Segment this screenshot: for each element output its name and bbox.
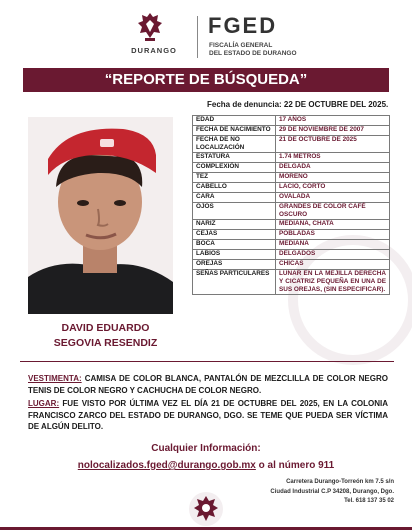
footer-crest-icon: [188, 491, 224, 527]
detail-label: TEZ: [193, 173, 276, 183]
last-seen-location: [28, 398, 388, 433]
clothing-label: VESTIMENTA:: [28, 374, 82, 383]
state-logo-text: DURANGO: [131, 46, 177, 55]
detail-value: 17 AÑOS: [276, 116, 390, 126]
person-first-name: DAVID EDUARDO: [61, 322, 150, 334]
address-phone: Tel. 618 137 35 02: [344, 498, 394, 504]
detail-value: 21 DE OCTUBRE DE 2025: [276, 136, 390, 153]
detail-row: [193, 173, 390, 183]
portrait-illustration: [28, 117, 173, 314]
detail-row: [193, 270, 390, 295]
detail-value: DELGADOS: [276, 250, 390, 260]
agency-name: [209, 42, 319, 58]
detail-value: 29 DE NOVIEMBRE DE 2007: [276, 126, 390, 136]
detail-row: [193, 203, 390, 220]
contact-line: [0, 460, 412, 471]
contact-connector: o al número: [255, 460, 319, 471]
detail-row: [193, 220, 390, 230]
clothing-text: CAMISA DE COLOR BLANCA, PANTALÓN DE MEZCLILLA DE COLOR NEGRO TENIS DE COLOR NEGRO Y CACHUCHA DE COLOR NEGRO.: [28, 374, 388, 395]
detail-value: MORENO: [276, 173, 390, 183]
detail-label: FECHA DE NO LOCALIZACIÓN: [193, 136, 276, 153]
detail-label: FECHA DE NACIMIENTO: [193, 126, 276, 136]
detail-row: [193, 260, 390, 270]
detail-value: LUNAR EN LA MEJILLA DERECHA Y CICATRIZ PEQUEÑA EN UNA DE SUS OREJAS, (SIN ESPECIFICAR).: [276, 270, 390, 295]
detail-value: POBLADAS: [276, 230, 390, 240]
office-address: [270, 478, 394, 507]
person-details-table: [192, 115, 390, 295]
detail-label: OREJAS: [193, 260, 276, 270]
detail-label: OJOS: [193, 203, 276, 220]
detail-value: MEDIANA: [276, 240, 390, 250]
detail-label: CEJAS: [193, 230, 276, 240]
detail-label: EDAD: [193, 116, 276, 126]
detail-row: [193, 116, 390, 126]
address-line-1: Carretera Durango-Torreón km 7.5 s/n: [286, 479, 394, 485]
detail-value: GRANDES DE COLOR CAFÉ OSCURO: [276, 203, 390, 220]
detail-row: [193, 240, 390, 250]
complaint-date: Fecha de denuncia: 22 DE OCTUBRE DEL 2025.: [207, 100, 389, 109]
detail-row: [193, 193, 390, 203]
location-label: LUGAR:: [28, 399, 60, 408]
detail-value: CHICAS: [276, 260, 390, 270]
detail-label: ESTATURA: [193, 153, 276, 163]
detail-label: LABIOS: [193, 250, 276, 260]
detail-value: OVALADA: [276, 193, 390, 203]
detail-row: [193, 136, 390, 153]
detail-value: DELGADA: [276, 163, 390, 173]
detail-row: [193, 250, 390, 260]
detail-label: COMPLEXIÓN: [193, 163, 276, 173]
contact-email-link[interactable]: nolocalizados.fged@durango.gob.mx: [77, 460, 256, 471]
address-line-2: Ciudad Industrial C.P 34208, Durango, Dgo.: [270, 488, 394, 495]
detail-row: [193, 230, 390, 240]
detail-value: MEDIANA, CHATA: [276, 220, 390, 230]
person-last-name: SEGOVIA RESENDIZ: [53, 337, 158, 349]
contact-phone: 911: [318, 460, 335, 471]
detail-label: CARA: [193, 193, 276, 203]
report-title: “REPORTE DE BÚSQUEDA”: [23, 68, 389, 92]
agency-line-1: FISCALÍA GENERAL: [209, 42, 273, 49]
detail-label: SEÑAS PARTICULARES: [193, 270, 276, 295]
detail-row: [193, 183, 390, 193]
agency-line-2: DEL ESTADO DE DURANGO: [209, 50, 297, 57]
contact-heading: Cualquier Información:: [151, 443, 261, 454]
detail-value: LACIO, CORTO: [276, 183, 390, 193]
header: [0, 10, 412, 62]
detail-label: CABELLO: [193, 183, 276, 193]
agency-logo: FGED: [208, 13, 278, 38]
durango-crest-icon: [136, 12, 164, 42]
detail-row: [193, 163, 390, 173]
divider-top: [20, 361, 394, 362]
clothing-description: [28, 373, 388, 396]
location-text: FUE VISTO POR ÚLTIMA VEZ EL DÍA 21 DE OCTUBRE DEL 2025, EN LA COLONIA FRANCISCO ZARCO DEL ESTADO DE DURANGO, DGO. SE TEME QUE PUEDA SER VÍCTIMA DE ALGÚN DELITO.: [28, 399, 388, 431]
detail-label: BOCA: [193, 240, 276, 250]
detail-value: 1.74 METROS: [276, 153, 390, 163]
missing-person-photo: [28, 117, 173, 314]
detail-label: NARIZ: [193, 220, 276, 230]
header-divider: [197, 16, 198, 58]
detail-row: [193, 153, 390, 163]
detail-row: [193, 126, 390, 136]
